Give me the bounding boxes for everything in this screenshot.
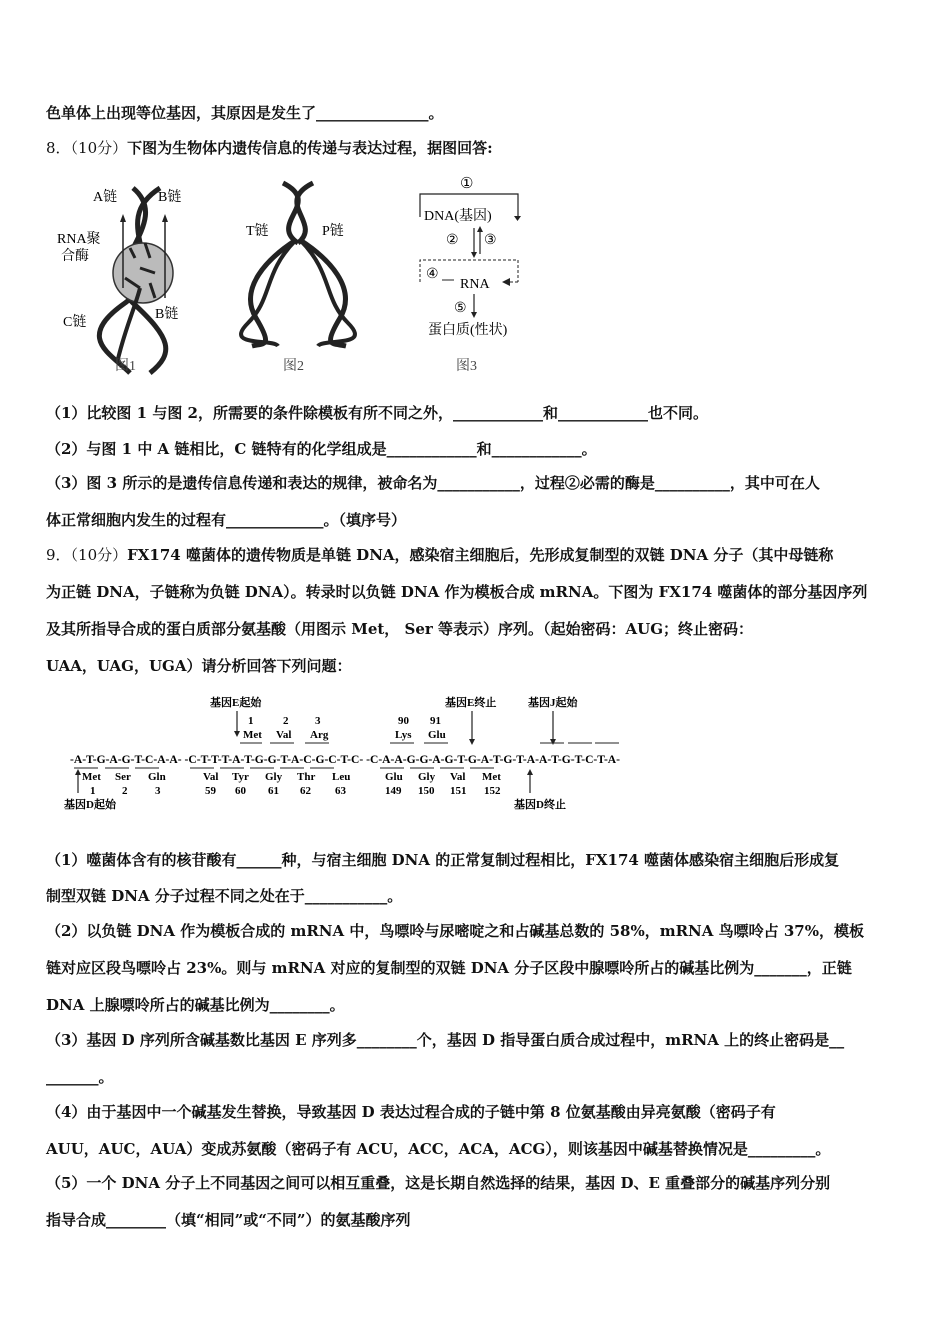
gene-e-start-label: 基因E起始 [210, 697, 262, 709]
bottom-aa-gly-61: Gly [265, 771, 283, 783]
fig1-c-chain-label: C链 [63, 315, 87, 330]
fig3-rna-label: RNA [460, 277, 490, 292]
fig3-protein-label: 蛋白质(性状) [428, 323, 508, 338]
gene-sequence-diagram [60, 693, 630, 818]
q8-stem-text: 下图为生物体内遗传信息的传递与表达过程，据图回答: [127, 139, 493, 157]
fig1-b-chain-top-label: B链 [158, 190, 182, 205]
bottom-aa-glu: Glu [385, 771, 403, 783]
bottom-aa-met-152: Met [482, 771, 501, 783]
q9-stem-text-a: FX174 噬菌体的遗传物质是单链 DNA，感染宿主细胞后，先形成复制型的双链 DNA 分子（其中母链称 [127, 546, 834, 564]
q8-sub1: （1）比较图 1 与图 2，所需要的条件除模板有所不同之外，____________和____________也不同。 [46, 404, 708, 422]
q8-sub2: （2）与图 1 中 A 链相比，C 链特有的化学组成是____________和____________。 [46, 440, 597, 458]
bottom-aa-met-1: Met [82, 771, 101, 783]
bottom-aa-gly-150: Gly [418, 771, 436, 783]
q9-stem-line-d: UAA，UAG，UGA）请分析回答下列问题： [46, 657, 352, 675]
figure-2-dna-replication [238, 178, 368, 378]
gene-j-start-label: 基因J起始 [528, 697, 578, 709]
fig2-t-chain-label: T链 [246, 224, 269, 239]
top-aa-arg: Arg [310, 729, 329, 741]
q9-stem-line-a [46, 545, 906, 565]
bottom-num-152: 152 [484, 785, 501, 797]
bottom-aa-val-151: Val [450, 771, 466, 783]
top-num-91: 91 [430, 715, 441, 727]
q9-stem-line-c: 及其所指导合成的蛋白质部分氨基酸（用图示 Met， Ser 等表示）序列。（起始密码：AUG；终止密码： [46, 620, 754, 638]
top-aa-met: Met [243, 729, 262, 741]
top-num-90: 90 [398, 715, 409, 727]
q8-figure-3 [410, 172, 540, 377]
q8-sub3-line-b: 体正常细胞内发生的过程有_____________。（填序号） [46, 511, 407, 529]
bottom-aa-tyr: Tyr [232, 771, 249, 783]
q9-score: （10分） [70, 546, 128, 564]
bottom-aa-val-59: Val [203, 771, 219, 783]
fig3-process-5: ⑤ [454, 301, 467, 316]
q9-sub1-line-a: （1）噬菌体含有的核苷酸有______种，与宿主细胞 DNA 的正常复制过程相比，FX174 噬菌体感染宿主细胞后形成复 [46, 851, 840, 869]
fig1-caption: 图1 [115, 359, 136, 374]
fig3-caption: 图3 [456, 359, 477, 374]
q9-sub5-line-a: （5）一个 DNA 分子上不同基因之间可以相互重叠，这是长期自然选择的结果，基因 D、E 重叠部分的碱基序列分别 [46, 1174, 831, 1192]
figure-3-central-dogma [410, 172, 540, 377]
q8-sub3-line-a: （3）图 3 所示的是遗传信息传递和表达的规律，被命名为___________，过程②必需的酶是__________，其中可在人 [46, 474, 820, 492]
q9-sub3-line-b: _______。 [46, 1068, 114, 1086]
top-num-1: 1 [248, 715, 254, 727]
fig3-process-4: ④ [426, 267, 439, 282]
fig1-rna-pol-label-2: 合酶 [61, 249, 89, 264]
top-num-2: 2 [283, 715, 289, 727]
bottom-num-1: 1 [90, 785, 96, 797]
top-aa-val: Val [276, 729, 292, 741]
rna-polymerase-shape [113, 243, 173, 303]
q9-stem-line-b: 为正链 DNA，子链称为负链 DNA）。转录时以负链 DNA 作为模板合成 mRNA。下图为 FX174 噬菌体的部分基因序列 [46, 583, 868, 601]
top-aa-glu: Glu [428, 729, 446, 741]
fig1-a-chain-label: A链 [93, 190, 118, 205]
gene-e-end-label: 基因E终止 [445, 697, 497, 709]
q9-sub3-line-a: （3）基因 D 序列所含碱基数比基因 E 序列多________个，基因 D 指导蛋白质合成过程中，mRNA 上的终止密码是__ [46, 1031, 845, 1049]
bottom-num-62: 62 [300, 785, 311, 797]
gene-d-end-label: 基因D终止 [514, 799, 566, 811]
fig2-caption: 图2 [283, 359, 304, 374]
bottom-num-2: 2 [122, 785, 128, 797]
top-num-3: 3 [315, 715, 321, 727]
q8-stem [46, 138, 906, 158]
bottom-num-151: 151 [450, 785, 467, 797]
bottom-num-150: 150 [418, 785, 435, 797]
q9-sub2-line-c: DNA 上腺嘌呤所占的碱基比例为________。 [46, 996, 345, 1014]
q9-sub2-line-b: 链对应区段鸟嘌呤占 23%。则与 mRNA 对应的复制型的双链 DNA 分子区段中腺嘌呤所占的碱基比例为_______，正链 [46, 959, 852, 977]
q8-number: 8． [46, 139, 71, 157]
bottom-num-61: 61 [268, 785, 279, 797]
fig3-process-3: ③ [484, 233, 497, 248]
top-aa-lys: Lys [395, 729, 412, 741]
q8-figure-1 [55, 178, 205, 378]
figure-1-dna-transcription [55, 178, 205, 378]
q9-sub5-line-b: 指导合成________（填“相同”或“不同”）的氨基酸序列 [46, 1211, 411, 1229]
q8-figure-2 [238, 178, 368, 378]
fig1-rna-pol-label-1: RNA聚 [57, 232, 101, 247]
fig1-b-chain-bottom-label: B链 [155, 307, 179, 322]
bottom-aa-gln: Gln [148, 771, 166, 783]
dna-sequence: -A-T-G-A-G-T-C-A-A- -C-T-T-T-A-T-G-G-T-A-C-G-C-T-C- -C-A-A-G-G-A-G-T-G-A-T-G-T-A-A-T-G-T-C-T-A- [70, 754, 621, 766]
bottom-num-60: 60 [235, 785, 246, 797]
bottom-num-59: 59 [205, 785, 216, 797]
bottom-aa-leu: Leu [332, 771, 351, 783]
fig3-dna-label: DNA(基因) [424, 209, 492, 224]
bottom-aa-ser: Ser [115, 771, 131, 783]
prev-question-tail: 色单体上出现等位基因，其原因是发生了_______________。 [46, 104, 444, 122]
q9-sub4-line-b: AUU，AUC，AUA）变成苏氨酸（密码子有 ACU，ACC，ACA，ACG），则该基因中碱基替换情况是_________。 [46, 1140, 831, 1158]
gene-d-start-label: 基因D起始 [64, 799, 116, 811]
q8-score: （10分） [70, 139, 128, 157]
bottom-num-63: 63 [335, 785, 346, 797]
q9-number: 9． [46, 546, 71, 564]
bottom-aa-thr: Thr [297, 771, 316, 783]
q9-sub2-line-a: （2）以负链 DNA 作为模板合成的 mRNA 中，鸟嘌呤与尿嘧啶之和占碱基总数的 58%，mRNA 鸟嘌呤占 37%，模板 [46, 922, 864, 940]
bottom-num-3: 3 [155, 785, 161, 797]
q9-sub4-line-a: （4）由于基因中一个碱基发生替换，导致基因 D 表达过程合成的子链中第 8 位氨基酸由异亮氨酸（密码子有 [46, 1103, 776, 1121]
q9-sub1-line-b: 制型双链 DNA 分子过程不同之处在于___________。 [46, 887, 403, 905]
fig3-process-2: ② [446, 233, 459, 248]
fig3-process-1: ① [460, 176, 474, 192]
q9-gene-sequence-figure [60, 693, 630, 818]
bottom-num-149: 149 [385, 785, 402, 797]
fig2-p-chain-label: P链 [322, 224, 344, 239]
